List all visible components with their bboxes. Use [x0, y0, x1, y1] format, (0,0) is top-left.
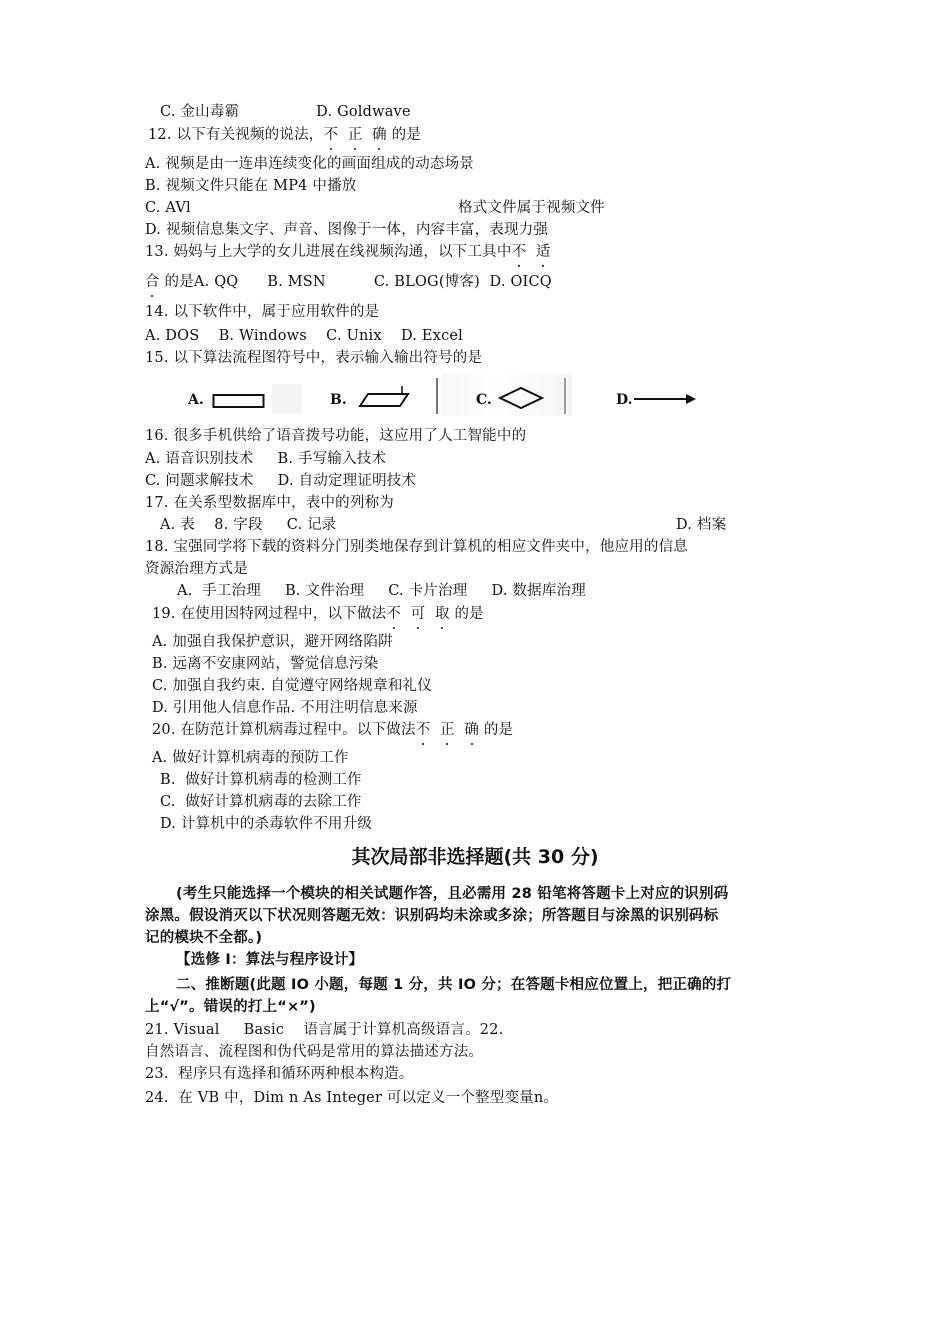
- figure-option-b: [328, 374, 438, 416]
- emphasis-char: 适: [535, 244, 551, 260]
- emphasis-char: 正: [440, 722, 455, 738]
- question-19: [152, 604, 484, 624]
- q19-text: 19. 在使用因特网过程中，以下做法: [152, 606, 387, 622]
- figure-label-a: A.: [188, 392, 204, 408]
- question-16: 16. 很多手机供给了语音拨号功能，这应用了人工智能中的: [145, 428, 527, 444]
- q12-option-d: D. 视频信息集文字、声音、图像于一体，内容丰富，表现力强: [145, 222, 549, 238]
- flow-arrow-icon: [632, 392, 698, 406]
- figure-option-d: [612, 374, 712, 416]
- emphasis-char: 不: [323, 127, 339, 143]
- figure-option-a: [180, 374, 300, 416]
- figure-divider: [436, 378, 438, 414]
- question-23: 23. 程序只有选择和循环两种根本构造。: [145, 1066, 414, 1082]
- figure-label-b: B.: [330, 392, 347, 408]
- module-heading: 【选修 I：算法与程序设计】: [176, 952, 364, 968]
- q12-text: 12. 以下有关视频的说法，: [148, 127, 324, 143]
- question-15: 15. 以下算法流程图符号中，表示输入输出符号的是: [145, 350, 483, 366]
- instructions-line2: 涂黑。假设消灭以下状况则答题无效：识别码均未涂或多涂；所答题目与涂黑的识别码标: [145, 908, 719, 924]
- q20-option-d: D. 计算机中的杀毒软件不用升级: [160, 816, 373, 832]
- question-12: [148, 125, 421, 145]
- q19-option-d: D. 引用他人信息作品. 不用注明信息来源: [152, 700, 418, 716]
- question-17: 17. 在关系型数据库中，表中的列称为: [145, 495, 394, 511]
- q12-option-c-left: C. AVl: [145, 200, 191, 216]
- emphasis-char: 不: [415, 722, 431, 738]
- q19-text-end: 的是: [449, 606, 484, 622]
- q19-option-b: B. 远离不安康网站，警觉信息污染: [152, 656, 379, 672]
- q20-option-b: B. 做好计算机病毒的检测工作: [160, 772, 362, 788]
- q12-option-b: B. 视频文件只能在 MP4 中播放: [145, 178, 357, 194]
- question-14: 14. 以下软件中，属于应用软件的是: [145, 304, 380, 320]
- part2-heading-line2: 上“√”。错误的打上“×”): [145, 999, 316, 1015]
- question-18-line2: 资源治理方式是: [145, 561, 248, 577]
- process-rectangle-icon: [212, 392, 266, 412]
- q14-options: A. DOS B. Windows C. Unix D. Excel: [145, 328, 464, 344]
- emphasis-char: 可: [410, 606, 426, 622]
- q12-option-a: A. 视频是由一连串连续变化的画面组成的动态场景: [145, 156, 474, 172]
- figure-divider: [564, 378, 566, 414]
- q16-options-cd: C. 问题求解技术 D. 自动定理证明技术: [145, 473, 417, 489]
- q17-option-d: D. 档案: [676, 517, 727, 533]
- emphasis-char: 合: [145, 274, 160, 290]
- emphasis-char: 确: [464, 722, 480, 738]
- q20-text: 20. 在防范计算机病毒过程中。以下做法: [152, 722, 416, 738]
- question-18-line1: 18. 宝强同学将下载的资料分门别类地保存到计算机的相应文件夹中，他应用的信息: [145, 539, 688, 555]
- instructions-line1: (考生只能选择一个模块的相关试题作答，且必需用 28 铅笔将答题卡上对应的识别码: [176, 886, 729, 902]
- figure-label-c: C.: [476, 392, 492, 408]
- flowchart-symbols-figure: [180, 374, 710, 416]
- q19-option-c: C. 加强自我约束. 自觉遵守网络规章和礼仪: [152, 678, 432, 694]
- q20-option-a: A. 做好计算机病毒的预防工作: [152, 750, 349, 766]
- q18-options: A. 手工治理 B. 文件治理 C. 卡片治理 D. 数据库治理: [177, 583, 586, 599]
- emphasis-char: 确: [372, 127, 387, 143]
- emphasis-char: 正: [347, 127, 363, 143]
- q16-options-ab: A. 语音识别技术 B. 手写输入技术: [145, 451, 387, 467]
- question-20: [152, 720, 513, 740]
- question-21: 21. Visual Basic 语言属于计算机高级语言。22.: [145, 1022, 504, 1038]
- section-title: 其次局部非选择题(共 30 分): [351, 846, 599, 868]
- q12-text-end: 的是: [386, 127, 422, 143]
- q11-options-cd: C. 金山毒霸 D. Goldwave: [160, 104, 411, 120]
- question-13: [145, 242, 551, 262]
- emphasis-char: 不: [511, 244, 527, 260]
- q13-text: 13. 妈妈与上大学的女儿进展在线视频沟通，以下工具中: [145, 244, 512, 260]
- question-22: 自然语言、流程图和伪代码是常用的算法描述方法。: [145, 1044, 484, 1060]
- q17-options-abc: A. 表 8. 字段 C. 记录: [160, 517, 337, 533]
- figure-label-d: D.: [616, 392, 633, 408]
- scan-smudge: [272, 384, 302, 414]
- emphasis-char: 取: [434, 606, 450, 622]
- emphasis-char: 不: [386, 606, 401, 622]
- part2-heading-line1: 二、推断题(此题 IO 小题，每题 1 分，共 IO 分；在答题卡相应位置上，把正确的打: [176, 977, 732, 993]
- decision-diamond-icon: [496, 386, 546, 410]
- instructions-line3: 记的模块不全都。): [145, 930, 263, 946]
- q12-option-c-right: 格式文件属于视频文件: [458, 200, 605, 216]
- question-24: 24. 在 VB 中，Dim n As Integer 可以定义一个整型变量n。: [145, 1090, 559, 1106]
- figure-option-c: [442, 374, 572, 416]
- q20-text-end: 的是: [479, 722, 514, 738]
- parallelogram-icon: [350, 386, 412, 412]
- question-13-cont: [145, 272, 552, 292]
- q19-option-a: A. 加强自我保护意识，避开网络陷阱: [152, 634, 393, 650]
- q13-options: 的是A. QQ B. MSN C. BLOG(博客) D. OICQ: [159, 274, 552, 290]
- q20-option-c: C. 做好计算机病毒的去除工作: [160, 794, 362, 810]
